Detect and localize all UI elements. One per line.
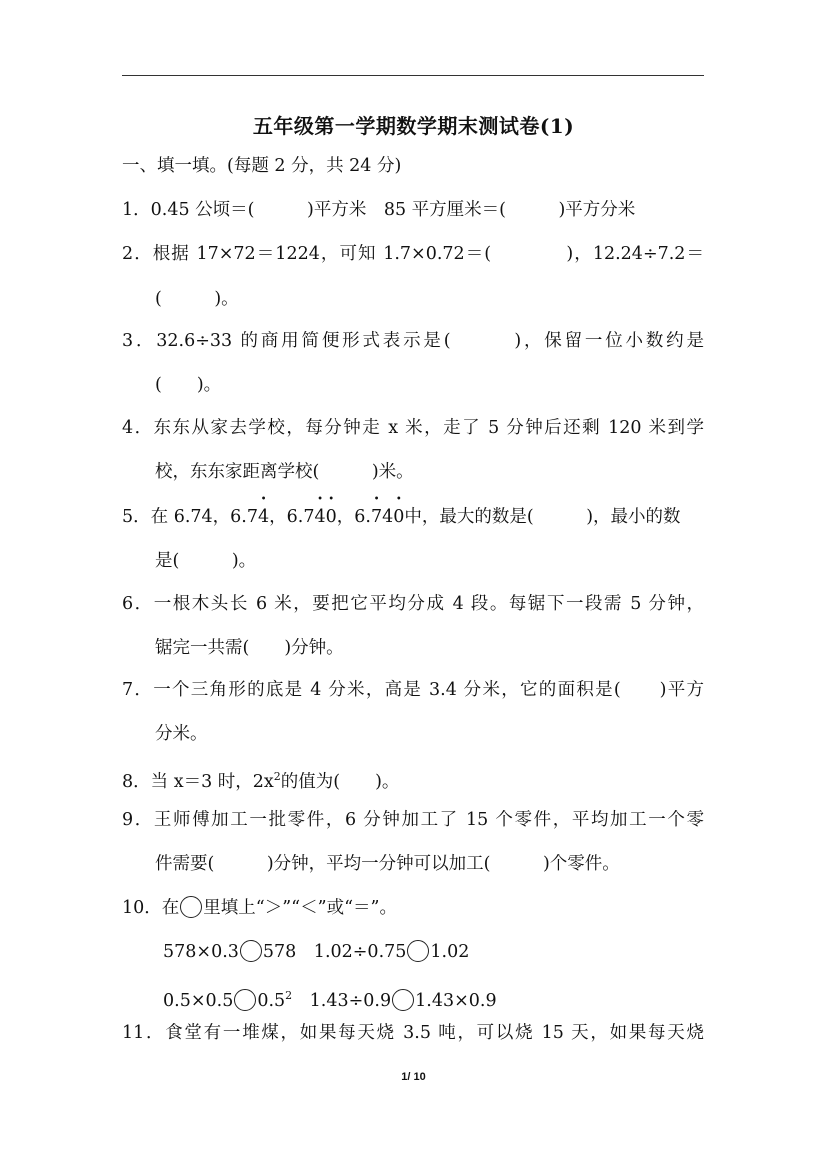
question-5-line-2: 是( )。 — [155, 551, 257, 571]
compare-circle-icon[interactable] — [407, 940, 429, 962]
repeating-digit: • 4 — [314, 494, 326, 527]
question-6-line-1: 6．一根木头长 6 米，要把它平均分成 4 段。每锯下一段需 5 分钟， — [122, 594, 704, 614]
repeating-digit: • 4 — [258, 494, 270, 527]
question-10-heading: 10．在 里填上“＞”“＜”或“＝”。 — [122, 898, 397, 918]
question-6-line-2: 锯完一共需( )分钟。 — [155, 638, 344, 658]
compare-circle-icon[interactable] — [234, 989, 256, 1011]
question-2-line-1: 2．根据 17×72＝1224，可知 1.7×0.72＝( )，12.24÷7.2＝ — [122, 244, 704, 264]
question-9-line-1: 9．王师傅加工一批零件，6 分钟加工了 15 个零件，平均加工一个零 — [122, 810, 704, 830]
question-7-line-2: 分米。 — [155, 724, 208, 744]
question-1: 1．0.45 公顷＝( )平方米 85 平方厘米＝( )平方分米 — [122, 200, 636, 220]
page-title: 五年级第一学期数学期末测试卷(1) — [252, 114, 575, 138]
repeating-digit: • 0 — [325, 494, 337, 527]
section-heading: 一、填一填。(每题 2 分，共 24 分) — [122, 156, 402, 176]
question-5-line-1: 5．在 6.74，6.7 • 4，6.7 • 4 • 0，6. • 74 • 0中，最大的数是( )，最小的数 — [122, 494, 681, 527]
question-8: 8．当 x＝3 时，$2x^2$的值为( )。 — [122, 770, 400, 792]
repeating-digit: • 7 — [370, 494, 383, 527]
question-9-line-2: 件需要( )分钟，平均一分钟可以加工( )个零件。 — [155, 854, 620, 874]
compare-circle-icon[interactable] — [240, 940, 262, 962]
question-4-line-2: 校，东东家距离学校( )米。 — [155, 462, 414, 482]
page-number: 1/ 10 — [401, 1071, 426, 1083]
compare-circle-icon — [180, 896, 202, 918]
question-3-line-2: ( )。 — [155, 375, 222, 395]
top-rule — [122, 75, 704, 76]
repeating-digit: • 0 — [393, 494, 405, 527]
compare-circle-icon[interactable] — [392, 989, 414, 1011]
question-10-row-2: 0.5×0.5 $0.5^2$ 1.43÷0.9 1.43×0.9 — [163, 989, 497, 1011]
question-7-line-1: 7．一个三角形的底是 4 分米，高是 3.4 分米，它的面积是( )平方 — [122, 680, 704, 700]
question-11-line-1: 11．食堂有一堆煤，如果每天烧 3.5 吨，可以烧 15 天，如果每天烧 — [122, 1023, 704, 1043]
question-2-line-2: ( )。 — [155, 289, 239, 309]
question-10-row-1: 578×0.3 578 1.02÷0.75 1.02 — [163, 942, 470, 962]
question-4-line-1: 4．东东从家去学校，每分钟走 x 米，走了 5 分钟后还剩 120 米到学 — [122, 418, 704, 438]
question-3-line-1: 3．32.6÷33 的商用简便形式表示是( )，保留一位小数约是 — [122, 331, 704, 351]
